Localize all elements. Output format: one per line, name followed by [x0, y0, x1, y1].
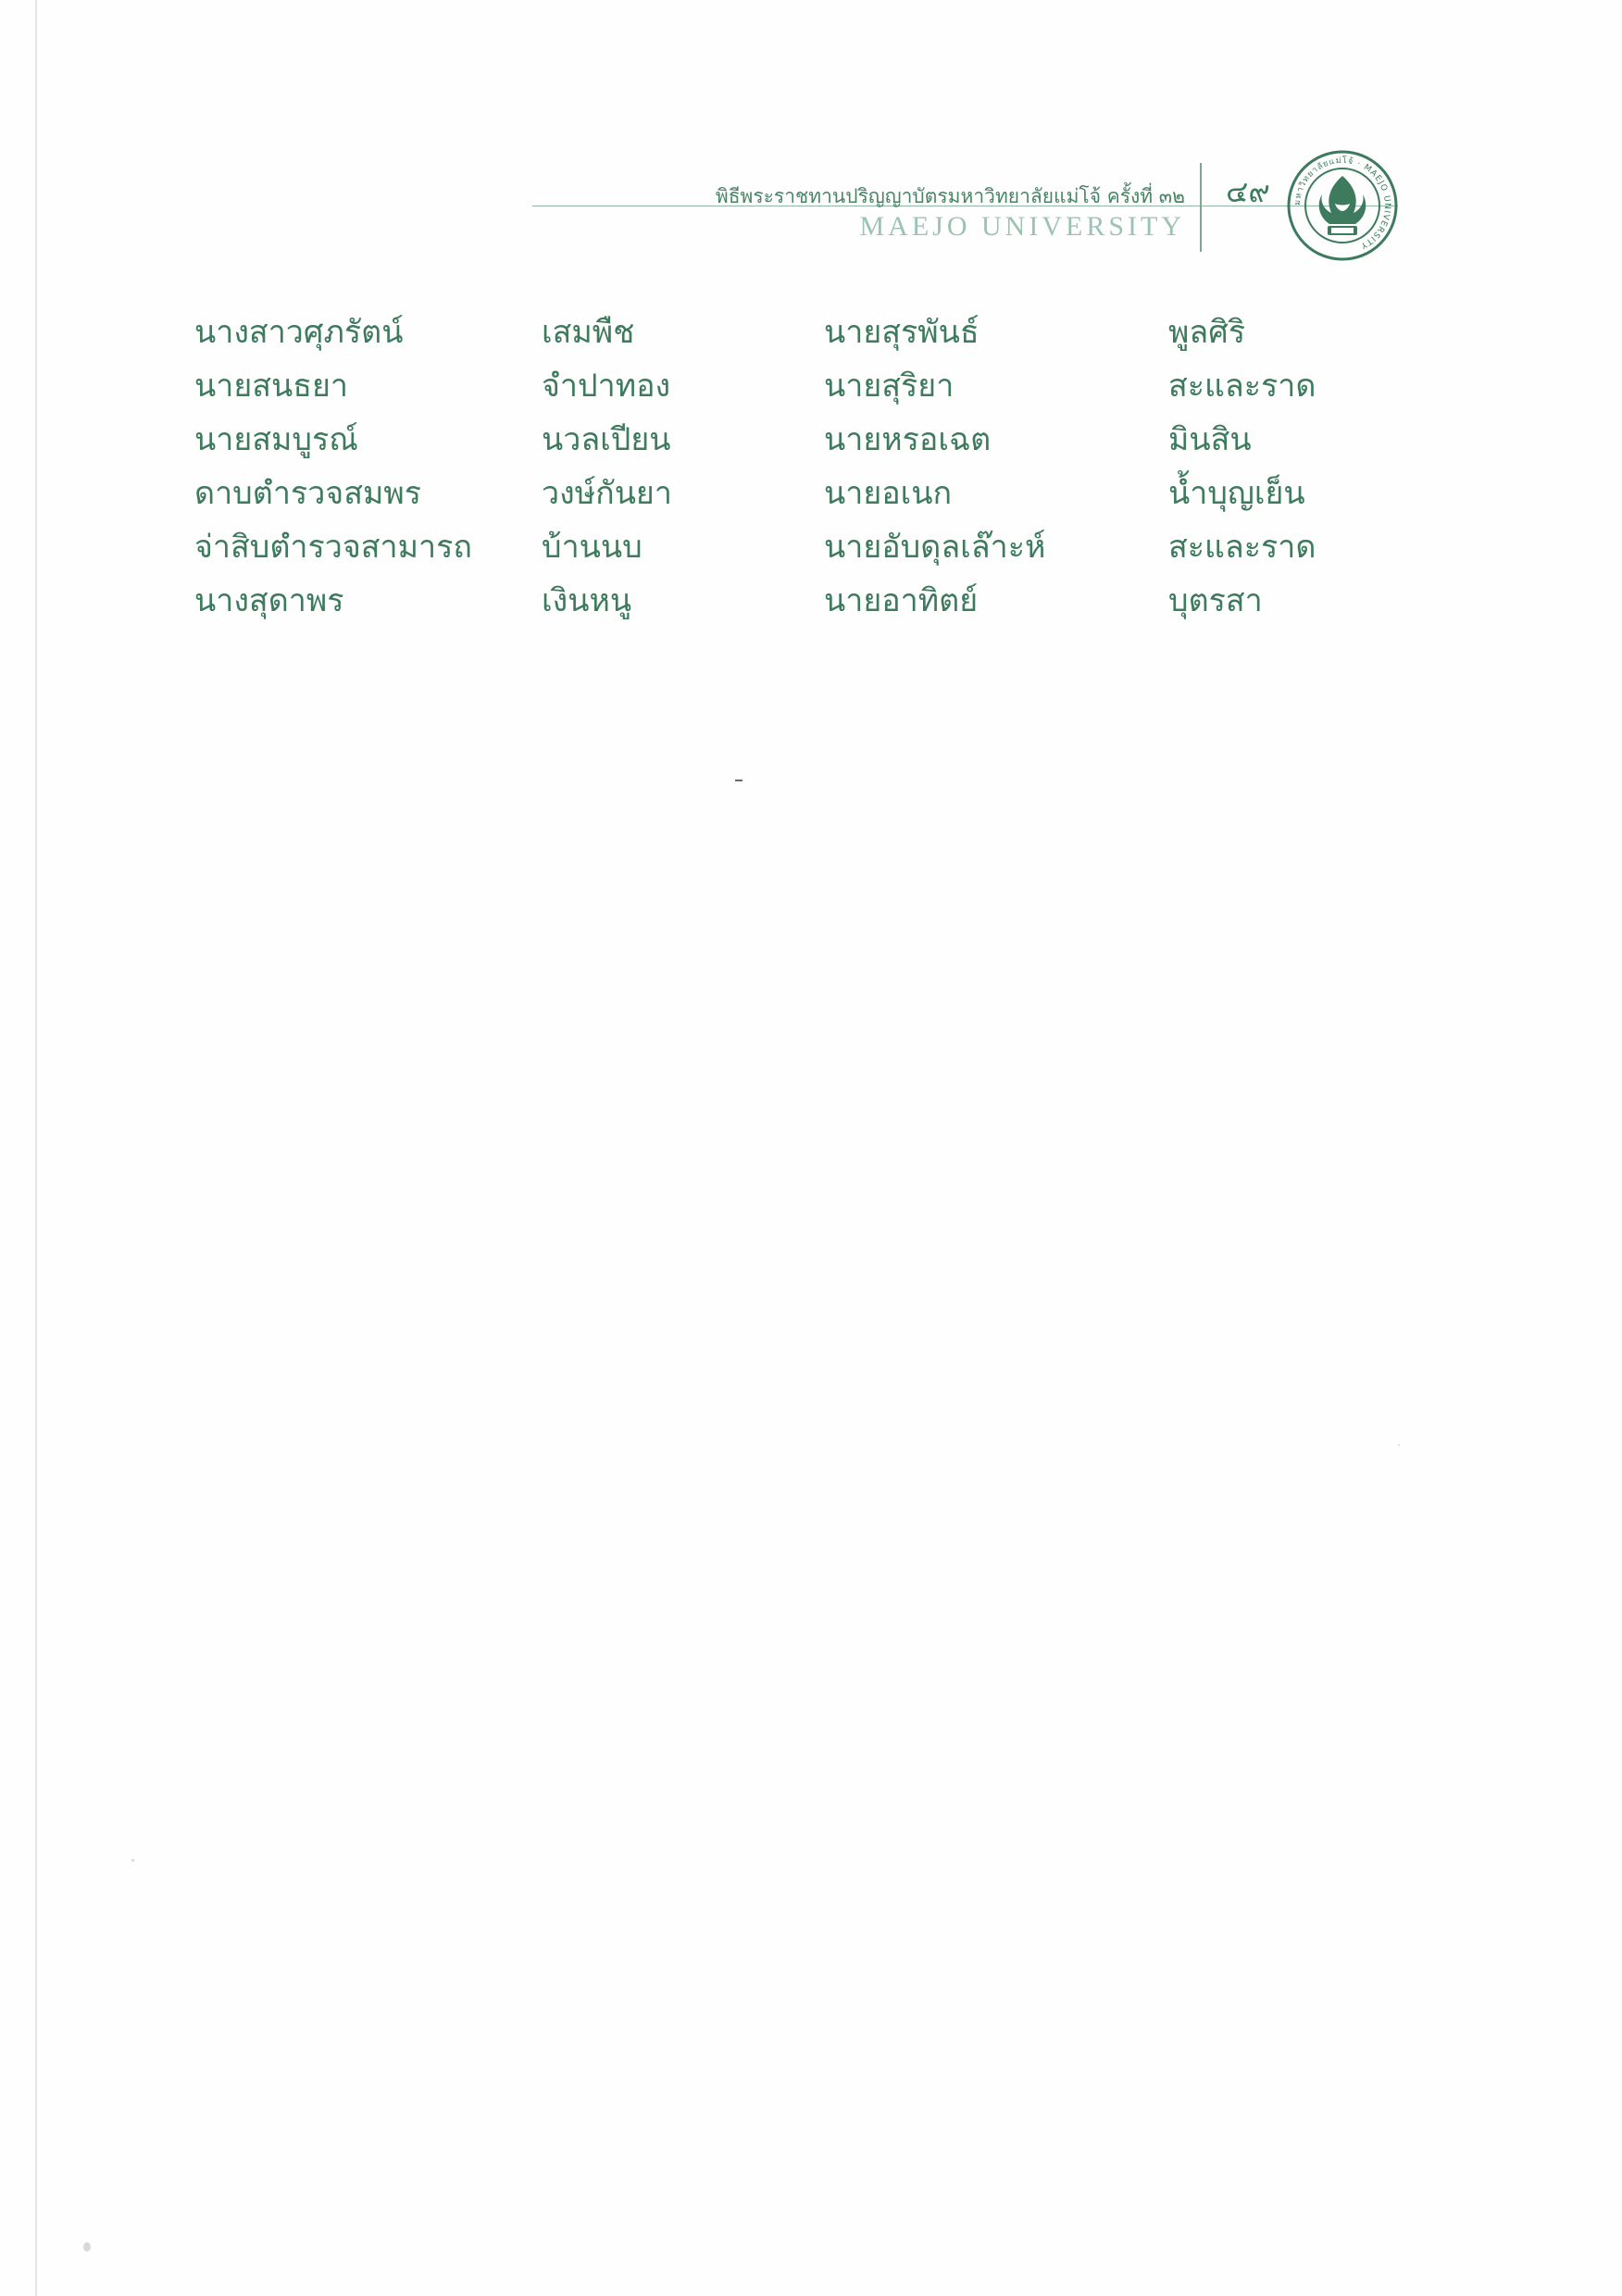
name-first: ดาบตำรวจสมพร: [194, 475, 422, 512]
name-last: นวลเปียน: [542, 421, 671, 458]
name-first: นายอับดุลเล๊าะห์: [824, 529, 1046, 566]
page-number: ๔๙: [1226, 174, 1270, 209]
name-row: [194, 467, 1398, 520]
header-title: พิธีพระราชทานปริญญาบัตรมหาวิทยาลัยแม่โจ้ ครั้งที่ ๓๒: [715, 185, 1185, 207]
name-last: พูลศิริ: [1168, 314, 1246, 351]
name-last: สะและราด: [1168, 368, 1316, 405]
name-first: นายสุรพันธ์: [824, 314, 979, 351]
name-first: จ่าสิบตำรวจสามารถ: [194, 529, 472, 566]
name-last: เสมพืช: [542, 314, 635, 351]
name-last: บ้านนบ: [542, 529, 643, 566]
scan-speck: [83, 2242, 91, 2252]
name-first: นายสุริยา: [824, 368, 954, 405]
name-first: นายสมบูรณ์: [194, 421, 358, 458]
name-first: นางสุดาพร: [194, 582, 344, 619]
name-last: น้ำบุญเย็น: [1168, 475, 1305, 512]
name-row: [194, 306, 1398, 359]
name-row: [194, 520, 1398, 574]
header-subtitle: MAEJO UNIVERSITY: [859, 211, 1185, 242]
scan-speck: [1398, 1444, 1400, 1446]
name-first: นายหรอเฉต: [824, 421, 992, 458]
name-first: นางสาวศุภรัตน์: [194, 314, 404, 351]
name-row: [194, 359, 1398, 413]
name-first: นายอาทิตย์: [824, 582, 979, 619]
name-row: [194, 574, 1398, 628]
name-last: บุตรสา: [1168, 582, 1263, 619]
name-last: สะและราด: [1168, 529, 1316, 566]
name-last: วงษ์กันยา: [542, 475, 672, 512]
name-first: นายสนธยา: [194, 368, 349, 405]
binding-edge: [35, 0, 37, 2296]
name-list: [194, 306, 1398, 628]
name-last: เงินหนู: [542, 582, 632, 619]
seal-ring-text: มหาวิทยาลัยแม่โจ้ · MAEJO UNIVERSITY: [1292, 156, 1392, 251]
university-seal-icon: [1285, 148, 1400, 263]
stray-mark: [735, 780, 742, 781]
header-divider: [1200, 163, 1202, 252]
name-last: จำปาทอง: [542, 368, 671, 405]
name-last: มินสิน: [1168, 421, 1252, 458]
scan-speck: [131, 1859, 134, 1862]
name-row: [194, 413, 1398, 467]
name-first: นายอเนก: [824, 475, 953, 512]
